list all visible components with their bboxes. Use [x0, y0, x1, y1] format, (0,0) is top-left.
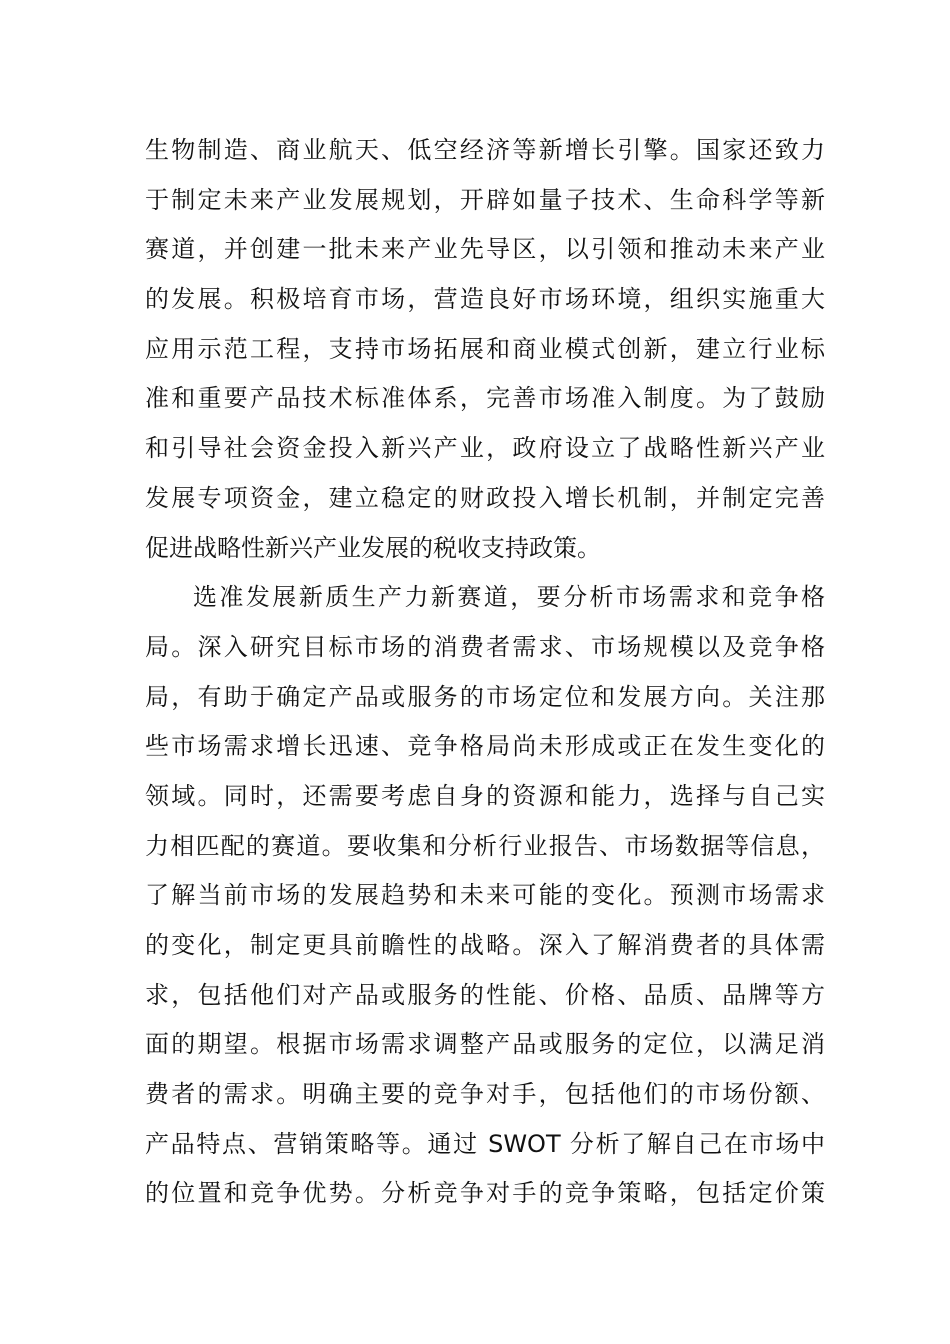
paragraph-1-line-4: 的发展。积极培育市场，营造良好市场环境，组织实施重大 — [145, 285, 825, 314]
paragraph-1-line-5: 应用示范工程，支持市场拓展和商业模式创新，建立行业标 — [145, 334, 825, 363]
paragraph-1-line-1: 生物制造、商业航天、低空经济等新增长引擎。国家还致力 — [145, 136, 825, 164]
paragraph-2-line-4: 些市场需求增长迅速、竞争格局尚未形成或正在发生变化的 — [145, 732, 825, 761]
paragraph-1-line-9: 促进战略性新兴产业发展的税收支持政策。 — [145, 533, 601, 562]
paragraph-2-line-12: 产品特点、营销策略等。通过 SWOT 分析了解自己在市场中 — [145, 1129, 825, 1158]
paragraph-2-line-10: 面的期望。根据市场需求调整产品或服务的定位，以满足消 — [145, 1030, 825, 1059]
body-text — [145, 126, 825, 1219]
paragraph-1-line-7: 和引导社会资金投入新兴产业，政府设立了战略性新兴产业 — [145, 434, 825, 463]
paragraph-2-line-7: 了解当前市场的发展趋势和未来可能的变化。预测市场需求 — [145, 881, 825, 910]
paragraph-1-line-3: 赛道，并创建一批未来产业先导区，以引领和推动未来产业 — [145, 235, 825, 264]
paragraph-1-line-6: 准和重要产品技术标准体系，完善市场准入制度。为了鼓励 — [145, 384, 825, 413]
paragraph-2-line-8: 的变化，制定更具前瞻性的战略。深入了解消费者的具体需 — [145, 931, 825, 959]
paragraph-2-line-13: 的位置和竞争优势。分析竞争对手的竞争策略，包括定价策 — [145, 1179, 825, 1208]
paragraph-1-line-8: 发展专项资金，建立稳定的财政投入增长机制，并制定完善 — [145, 483, 825, 512]
paragraph-2-line-3: 局，有助于确定产品或服务的市场定位和发展方向。关注那 — [145, 682, 825, 711]
paragraph-2-line-5: 领域。同时，还需要考虑自身的资源和能力，选择与自己实 — [145, 781, 825, 810]
paragraph-2-line-1: 选准发展新质生产力新赛道，要分析市场需求和竞争格 — [193, 583, 825, 612]
paragraph-2-line-6: 力相匹配的赛道。要收集和分析行业报告、市场数据等信息， — [145, 831, 825, 860]
paragraph-1-line-2: 于制定未来产业发展规划，开辟如量子技术、生命科学等新 — [145, 185, 825, 214]
paragraph-2-line-9: 求，包括他们对产品或服务的性能、价格、品质、品牌等方 — [145, 980, 825, 1009]
paragraph-2-line-11: 费者的需求。明确主要的竞争对手，包括他们的市场份额、 — [145, 1080, 825, 1109]
paragraph-2-line-2: 局。深入研究目标市场的消费者需求、市场规模以及竞争格 — [145, 632, 825, 661]
